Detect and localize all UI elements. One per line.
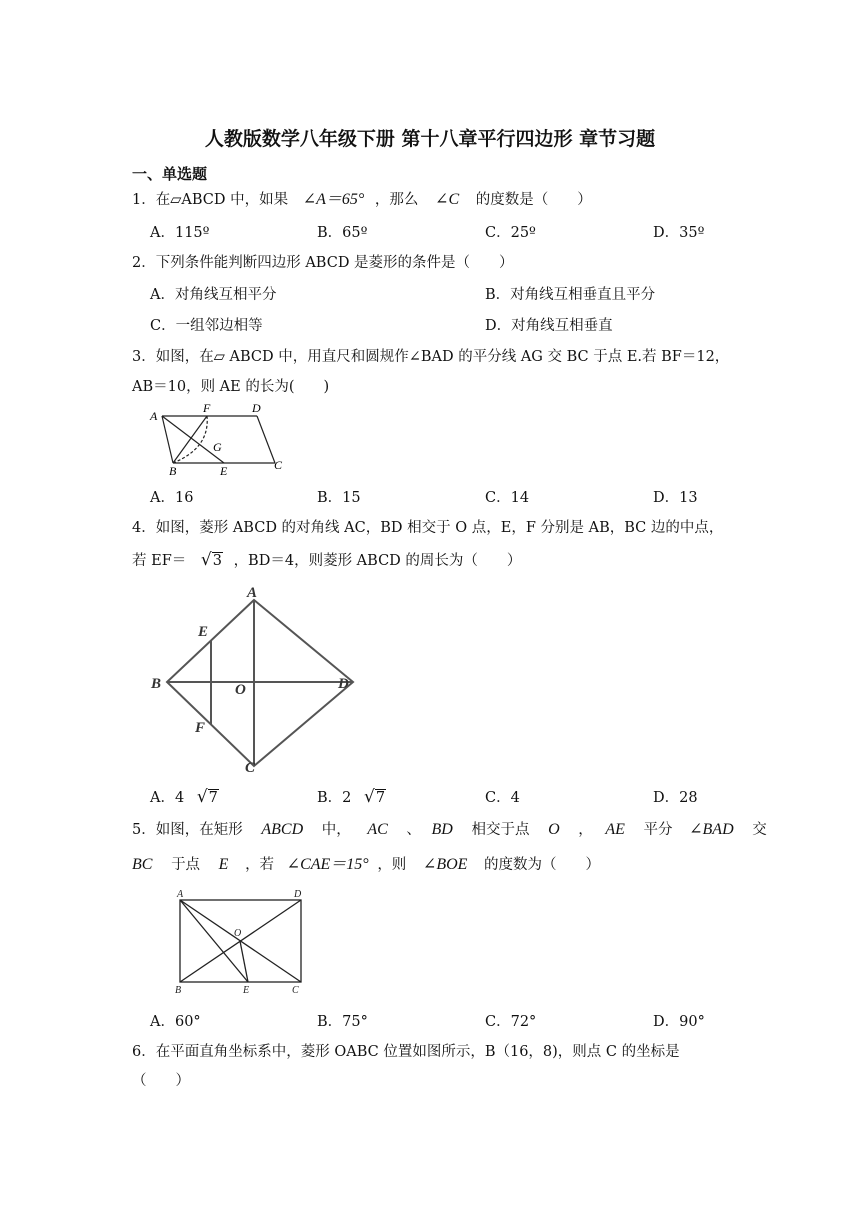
q3-label-g: G: [213, 440, 222, 454]
q5-math-ac: AC: [367, 821, 388, 838]
q5-text-ze: ，则: [377, 857, 407, 873]
q1-stem-a: 1．在▱ABCD 中，如果: [132, 192, 289, 208]
q5-label-e: E: [243, 985, 250, 996]
q5-math-ae: AE: [605, 821, 625, 838]
q4-option-a-prefix: A．4: [150, 790, 185, 806]
q3-label-d: D: [252, 401, 261, 415]
q4-label-o: O: [235, 682, 246, 698]
q5-math-bd: BD: [431, 821, 453, 838]
q3-label-f: F: [203, 401, 211, 415]
q4-option-b: B．2 √7: [317, 787, 386, 807]
q4-option-b-radicand: 7: [375, 790, 386, 806]
q5-label-d: D: [294, 889, 302, 900]
q4-option-b-prefix: B．2: [317, 790, 352, 806]
q4-rhombus-figure: [140, 580, 370, 775]
q4-label-d: D: [338, 676, 349, 692]
question-3-line-1: 3．如图，在▱ ABCD 中，用直尺和圆规作∠BAD 的平分线 AG 交 BC 于点 E.若 BF＝12，: [132, 349, 730, 365]
q5-text-zhong: 中，: [321, 822, 351, 838]
q5-label-o: O: [234, 928, 242, 939]
q3-side-dc: [257, 416, 275, 463]
question-4-line-2: [132, 549, 521, 570]
q5-math-bad: ∠BAD: [689, 821, 734, 838]
q1-option-c: C．25º: [485, 225, 536, 241]
q5-segment-oe: [240, 941, 248, 982]
q3-label-a: A: [150, 409, 158, 423]
q5-math-e: E: [218, 856, 229, 873]
q3-segment-bf: [173, 416, 207, 463]
q5-text-pingfen: 平分: [643, 822, 673, 838]
q1-stem-b: ，那么: [374, 192, 419, 208]
q3-option-a: A．16: [150, 490, 194, 506]
question-5-line-1: [132, 818, 767, 839]
q5-text-dun: 、: [406, 822, 421, 838]
q4-line2-a: 若 EF＝: [132, 553, 187, 569]
q3-label-b: B: [169, 464, 177, 478]
q4-option-a-radicand: 7: [208, 790, 218, 806]
q3-option-d: D．13: [653, 490, 698, 506]
q5-text-yudian: 于点: [171, 857, 201, 873]
q5-text-comma: ，: [578, 822, 593, 838]
q4-option-c: C．4: [485, 790, 520, 806]
question-4-line-1: 4．如图，菱形 ABCD 的对角线 AC，BD 相交于 O 点，E，F 分别是 AB，BC 边的中点，: [132, 520, 724, 536]
q3-label-e: E: [220, 464, 228, 478]
q2-option-b: B．对角线互相垂直且平分: [485, 287, 656, 303]
q2-option-a: A．对角线互相平分: [150, 287, 277, 303]
q4-line2-b: ，BD＝4，则菱形 ABCD 的周长为（ ）: [233, 553, 522, 569]
q3-parallelogram-figure: [140, 400, 300, 480]
q5-text-ruo: ，若: [245, 857, 275, 873]
q4-label-a: A: [247, 585, 258, 601]
q5-math-abcd: ABCD: [261, 821, 304, 838]
q4-option-d: D．28: [653, 790, 698, 806]
question-3-line-2: AB＝10，则 AE 的长为( ): [132, 379, 330, 395]
q4-sqrt-radicand: 3: [212, 553, 222, 569]
q3-label-c: C: [274, 458, 283, 472]
q5-math-boe: ∠BOE: [422, 856, 468, 873]
q1-angle-a: ∠A＝65°: [302, 191, 365, 208]
q5-option-b: B．75°: [317, 1014, 368, 1030]
q5-label-b: B: [175, 985, 182, 996]
q5-rectangle-figure: [168, 886, 318, 996]
q1-option-b: B．65º: [317, 225, 368, 241]
question-2-stem: 2．下列条件能判断四边形 ABCD 是菱形的条件是（ ）: [132, 255, 514, 271]
q5-text-a: 5．如图，在矩形: [132, 822, 243, 838]
q5-option-d: D．90°: [653, 1014, 705, 1030]
q5-math-cae: ∠CAE＝15°: [286, 856, 369, 873]
q3-option-b: B．15: [317, 490, 361, 506]
q4-label-b: B: [151, 676, 162, 692]
question-6-line-1: 6．在平面直角坐标系中，菱形 OABC 位置如图所示，B（16，8)，则点 C 的坐标是: [132, 1044, 680, 1060]
section-heading: 一、单选题: [132, 165, 208, 183]
q1-stem-c: 的度数是（ ）: [475, 192, 592, 208]
q4-sqrt: √3: [200, 550, 222, 570]
q4-label-e: E: [198, 624, 209, 640]
q5-bisector-ae: [180, 900, 248, 982]
q5-math-bc: BC: [132, 856, 153, 873]
question-1-stem: [132, 186, 592, 209]
q5-text-jiao: 交: [752, 822, 767, 838]
page-title: 人教版数学八年级下册 第十八章平行四边形 章节习题: [204, 128, 656, 150]
q4-option-a: A．4 √7: [150, 787, 218, 807]
q1-option-a: A．115º: [150, 225, 210, 241]
q4-label-c: C: [245, 760, 256, 775]
q5-label-c: C: [292, 985, 299, 996]
q5-text-xiangjiao: 相交于点: [471, 822, 530, 838]
q1-option-d: D．35º: [653, 225, 705, 241]
question-6-line-2: （ ）: [132, 1073, 190, 1089]
q5-option-c: C．72°: [485, 1014, 537, 1030]
q5-math-o: O: [548, 821, 560, 838]
q1-angle-c: ∠C: [435, 191, 460, 208]
q5-option-a: A．60°: [150, 1014, 201, 1030]
q3-option-c: C．14: [485, 490, 530, 506]
q2-option-d: D．对角线互相垂直: [485, 318, 613, 334]
q4-label-f: F: [195, 720, 206, 736]
q2-option-c: C．一组邻边相等: [150, 318, 263, 334]
q5-text-dushu: 的度数为（ ）: [484, 857, 601, 873]
q5-label-a: A: [177, 889, 184, 900]
question-5-line-2: [132, 851, 600, 874]
